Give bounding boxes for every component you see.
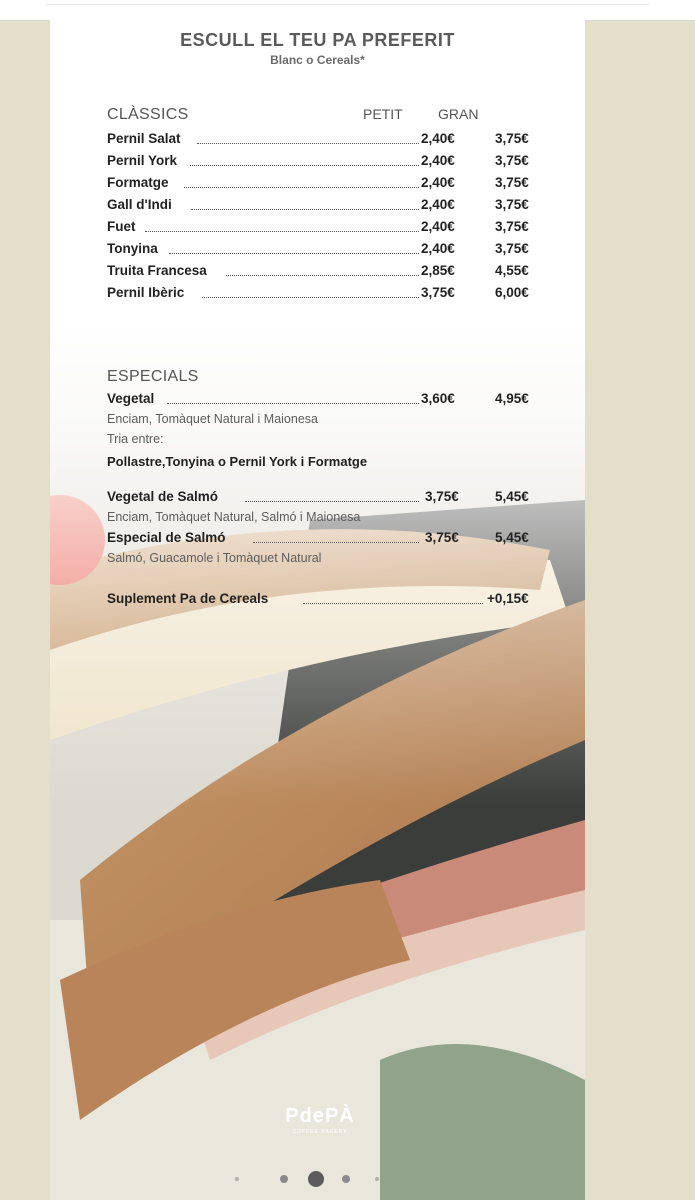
specials-title: ESPECIALS <box>107 368 199 385</box>
item-name: Tonyina <box>107 241 158 256</box>
menu-row-especial-salmo <box>107 530 529 550</box>
item-name: Gall d'Indi <box>107 197 172 212</box>
supplement-price: +0,15€ <box>487 591 529 606</box>
menu-row-formatge <box>107 175 529 195</box>
menu-subtitle: Blanc o Cereals* <box>270 53 365 67</box>
browser-top-bar <box>0 0 695 21</box>
item-name: Especial de Salmó <box>107 530 226 545</box>
price-small: 3,75€ <box>425 530 459 545</box>
item-name: Pernil Ibèric <box>107 285 185 300</box>
page-dot[interactable] <box>235 1177 239 1181</box>
menu-card <box>50 20 585 1200</box>
col-header-gran: GRAN <box>438 106 479 122</box>
menu-row-pernil-york <box>107 153 529 173</box>
price-large: 3,75€ <box>495 241 529 256</box>
price-small: 2,40€ <box>421 241 455 256</box>
item-name: Formatge <box>107 175 169 190</box>
page-dot[interactable] <box>342 1175 350 1183</box>
price-large: 4,95€ <box>495 391 529 406</box>
price-large: 3,75€ <box>495 153 529 168</box>
item-name: Suplement Pa de Cereals <box>107 591 269 606</box>
menu-row-vegetal <box>107 391 529 411</box>
price-small: 3,60€ <box>421 391 455 406</box>
menu-title: ESCULL EL TEU PA PREFERIT <box>180 30 455 50</box>
menu-header <box>50 30 585 67</box>
price-large: 3,75€ <box>495 131 529 146</box>
logo-tagline: COFFEE BAKERY <box>292 1129 348 1135</box>
price-small: 2,40€ <box>421 175 455 190</box>
logo-text: PdePÀ <box>285 1105 355 1127</box>
classics-title: CLÀSSICS <box>107 106 189 123</box>
item-name: Vegetal <box>107 391 155 406</box>
menu-row-tonyina <box>107 241 529 261</box>
price-large: 3,75€ <box>495 175 529 190</box>
price-large: 3,75€ <box>495 219 529 234</box>
price-small: 2,40€ <box>421 153 455 168</box>
menu-row-pernil-iberic <box>107 285 529 305</box>
item-name: Pernil Salat <box>107 131 181 146</box>
menu-row-truita-francesa <box>107 263 529 283</box>
col-header-petit: PETIT <box>363 106 403 122</box>
price-small: 2,85€ <box>421 263 455 278</box>
price-large: 4,55€ <box>495 263 529 278</box>
item-name: Fuet <box>107 219 136 234</box>
especial-salmo-description: Salmó, Guacamole i Tomàquet Natural <box>107 551 322 565</box>
page-dot[interactable] <box>375 1177 379 1181</box>
item-name: Truita Francesa <box>107 263 207 278</box>
price-large: 6,00€ <box>495 285 529 300</box>
price-large: 5,45€ <box>495 489 529 504</box>
price-small: 2,40€ <box>421 131 455 146</box>
price-large: 3,75€ <box>495 197 529 212</box>
price-small: 2,40€ <box>421 219 455 234</box>
price-small: 2,40€ <box>421 197 455 212</box>
menu-row-vegetal-salmo <box>107 489 529 509</box>
price-large: 5,45€ <box>495 530 529 545</box>
vegetal-options: Pollastre,Tonyina o Pernil York i Formatge <box>107 454 368 469</box>
item-name: Pernil York <box>107 153 178 168</box>
carousel-pagination[interactable] <box>50 1168 585 1188</box>
price-small: 3,75€ <box>425 489 459 504</box>
menu-row-gall-dindi <box>107 197 529 217</box>
price-small: 3,75€ <box>421 285 455 300</box>
vegetal-salmo-description: Enciam, Tomàquet Natural, Salmó i Maionesa <box>107 510 361 524</box>
page-dot-active[interactable] <box>308 1171 324 1187</box>
menu-row-pernil-salat <box>107 131 529 151</box>
menu-row-supplement <box>107 591 529 611</box>
vegetal-description: Enciam, Tomàquet Natural i Maionesa <box>107 412 318 426</box>
menu-row-fuet <box>107 219 529 239</box>
sandwich-photo <box>50 320 585 1200</box>
page-dot[interactable] <box>280 1175 288 1183</box>
vegetal-choose-label: Tria entre: <box>107 432 164 446</box>
item-name: Vegetal de Salmó <box>107 489 219 504</box>
pdepa-logo <box>270 1105 370 1135</box>
